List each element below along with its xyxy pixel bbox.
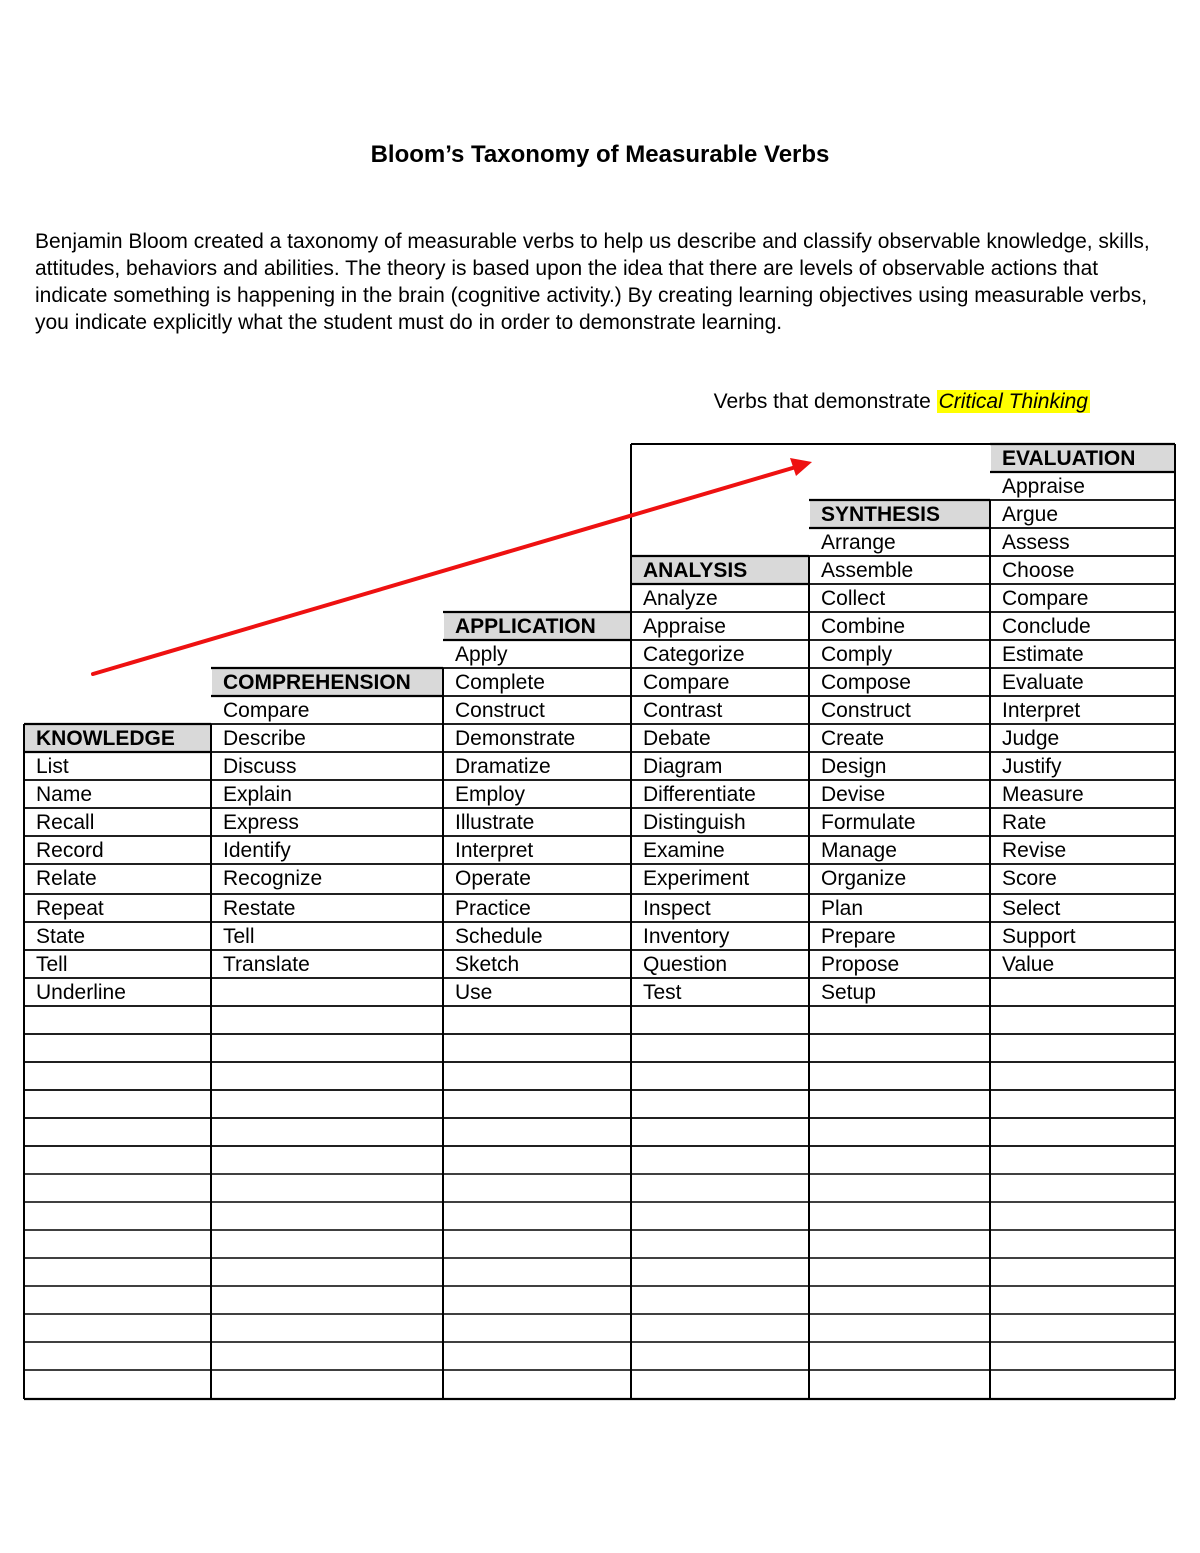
evaluation-verb: Rate bbox=[1002, 811, 1047, 834]
synthesis-verb: Devise bbox=[821, 783, 886, 806]
synthesis-verb: Manage bbox=[821, 839, 897, 862]
comprehension-verb: Recognize bbox=[223, 867, 323, 890]
synthesis-verb: Create bbox=[821, 727, 885, 750]
application-verb: Employ bbox=[455, 783, 526, 806]
analysis-header: ANALYSIS bbox=[632, 557, 808, 584]
analysis-verb: Inspect bbox=[643, 897, 711, 920]
knowledge-verb: Name bbox=[36, 783, 93, 806]
synthesis-verb: Organize bbox=[821, 867, 907, 890]
synthesis-verb: Combine bbox=[821, 615, 906, 638]
synthesis-verb: Assemble bbox=[821, 559, 914, 582]
knowledge-verb: Underline bbox=[36, 981, 126, 1004]
analysis-verb: Distinguish bbox=[643, 811, 746, 834]
comprehension-verb: Tell bbox=[223, 925, 255, 948]
evaluation-verb: Measure bbox=[1002, 783, 1084, 806]
analysis-verb: Appraise bbox=[643, 615, 726, 638]
analysis-verb: Differentiate bbox=[643, 783, 756, 806]
synthesis-verb: Collect bbox=[821, 587, 886, 610]
analysis-verb: Debate bbox=[643, 727, 711, 750]
synthesis-verb: Comply bbox=[821, 643, 893, 666]
knowledge-verb: Repeat bbox=[36, 897, 104, 920]
comprehension-verb: Describe bbox=[223, 727, 306, 750]
comprehension-verb: Identify bbox=[223, 839, 291, 862]
analysis-verb: Inventory bbox=[643, 925, 730, 948]
evaluation-verb: Revise bbox=[1002, 839, 1067, 862]
analysis-verb: Examine bbox=[643, 839, 725, 862]
critical-thinking-highlight: Critical Thinking bbox=[938, 390, 1088, 413]
evaluation-header: EVALUATION bbox=[991, 445, 1174, 472]
critical-thinking-arrow-line bbox=[93, 467, 796, 674]
synthesis-verb: Design bbox=[821, 755, 887, 778]
synthesis-verb: Setup bbox=[821, 981, 876, 1004]
knowledge-verb: Tell bbox=[36, 953, 68, 976]
evaluation-verb: Justify bbox=[1002, 755, 1062, 778]
analysis-verb: Categorize bbox=[643, 643, 745, 666]
synthesis-verb: Prepare bbox=[821, 925, 896, 948]
application-header: APPLICATION bbox=[444, 613, 630, 640]
evaluation-verb: Judge bbox=[1002, 727, 1060, 750]
analysis-verb: Contrast bbox=[643, 699, 723, 722]
knowledge-verb: State bbox=[36, 925, 86, 948]
evaluation-verb: Assess bbox=[1002, 531, 1070, 554]
comprehension-verb: Discuss bbox=[223, 755, 297, 778]
application-verb: Interpret bbox=[455, 839, 534, 862]
arrow-head-icon bbox=[790, 458, 812, 476]
application-verb: Illustrate bbox=[455, 811, 535, 834]
application-verb: Schedule bbox=[455, 925, 543, 948]
critical-thinking-prefix: Verbs that demonstrate bbox=[713, 390, 937, 413]
analysis-verb: Question bbox=[643, 953, 728, 976]
application-verb: Demonstrate bbox=[455, 727, 576, 750]
analysis-verb: Test bbox=[643, 981, 682, 1004]
knowledge-verb: Relate bbox=[36, 867, 97, 890]
evaluation-verb: Value bbox=[1002, 953, 1055, 976]
analysis-verb: Diagram bbox=[643, 755, 723, 778]
evaluation-verb: Argue bbox=[1002, 503, 1059, 526]
synthesis-header: SYNTHESIS bbox=[810, 501, 989, 528]
application-verb: Practice bbox=[455, 897, 531, 920]
synthesis-verb: Arrange bbox=[821, 531, 896, 554]
comprehension-header: COMPREHENSION bbox=[212, 669, 442, 696]
analysis-verb: Analyze bbox=[643, 587, 718, 610]
page-title: Bloom’s Taxonomy of Measurable Verbs bbox=[370, 141, 830, 168]
synthesis-verb: Compose bbox=[821, 671, 911, 694]
synthesis-verb: Construct bbox=[821, 699, 911, 722]
intro-paragraph: Benjamin Bloom created a taxonomy of measurable verbs to help us describe and classify observable knowledge, skills, attitudes, behaviors and abilities. The theory is based upon the idea that there are levels of observable actions that indicate something is happening in the brain (cognitive activity.) By creating learning objectives using measurable verbs, you indicate explicitly what the student must do in order to demonstrate learning. bbox=[35, 230, 1150, 334]
synthesis-verb: Plan bbox=[821, 897, 864, 920]
evaluation-verb: Appraise bbox=[1002, 475, 1085, 498]
comprehension-verb: Express bbox=[223, 811, 299, 834]
evaluation-verb: Evaluate bbox=[1002, 671, 1084, 694]
evaluation-verb: Score bbox=[1002, 867, 1057, 890]
analysis-verb: Compare bbox=[643, 671, 730, 694]
analysis-verb: Experiment bbox=[643, 867, 750, 890]
synthesis-verb: Propose bbox=[821, 953, 900, 976]
application-verb: Dramatize bbox=[455, 755, 551, 778]
knowledge-verb: List bbox=[36, 755, 69, 778]
evaluation-verb: Support bbox=[1002, 925, 1076, 948]
application-verb: Construct bbox=[455, 699, 545, 722]
evaluation-verb: Estimate bbox=[1002, 643, 1084, 666]
comprehension-verb: Restate bbox=[223, 897, 296, 920]
application-verb: Complete bbox=[455, 671, 545, 694]
evaluation-verb: Compare bbox=[1002, 587, 1089, 610]
application-verb: Operate bbox=[455, 867, 531, 890]
evaluation-verb: Choose bbox=[1002, 559, 1075, 582]
evaluation-verb: Interpret bbox=[1002, 699, 1081, 722]
application-verb: Apply bbox=[455, 643, 508, 666]
synthesis-verb: Formulate bbox=[821, 811, 916, 834]
comprehension-verb: Compare bbox=[223, 699, 310, 722]
knowledge-verb: Record bbox=[36, 839, 104, 862]
comprehension-verb: Explain bbox=[223, 783, 292, 806]
application-verb: Use bbox=[455, 981, 493, 1004]
evaluation-verb: Conclude bbox=[1002, 615, 1091, 638]
knowledge-header: KNOWLEDGE bbox=[25, 725, 210, 752]
evaluation-verb: Select bbox=[1002, 897, 1061, 920]
application-verb: Sketch bbox=[455, 953, 520, 976]
knowledge-verb: Recall bbox=[36, 811, 95, 834]
comprehension-verb: Translate bbox=[223, 953, 310, 976]
